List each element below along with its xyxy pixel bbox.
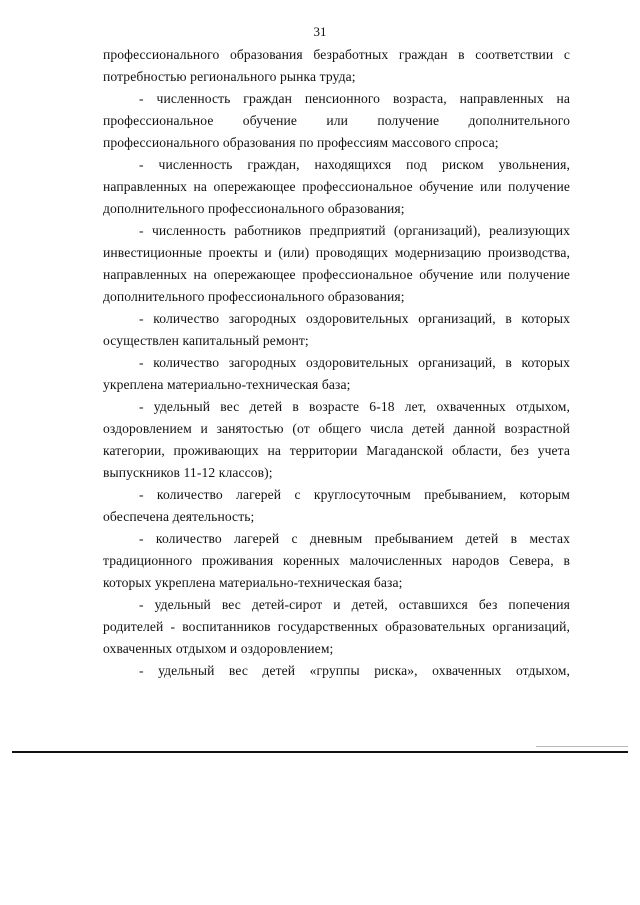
list-item-camps-material-base: - количество загородных оздоровительных организаций, в которых укреплена материально-техническая база; [103,355,570,392]
list-item-enterprise-employees: - численность работников предприятий (организаций), реализующих инвестиционные проекты и (или) проводящих модернизацию производства, направленных на опережающее профессиональное обучение или получение дополнительного профессионального образования; [103,223,570,304]
document-body [103,44,570,682]
list-item-pension-age-citizens: - численность граждан пенсионного возраста, направленных на профессиональное обучение или получение дополнительного профессионального образования по профессиям массового спроса; [103,91,570,150]
list-item-camps-capital-repair: - количество загородных оздоровительных организаций, в которых осуществлен капитальный ремонт; [103,311,570,348]
list-item-citizens-at-risk-of-dismissal: - численность граждан, находящихся под риском увольнения, направленных на опережающее профессиональное обучение или получение дополнительного профессионального образования; [103,157,570,216]
list-item-round-the-clock-camps: - количество лагерей с круглосуточным пребыванием, которым обеспечена деятельность; [103,487,570,524]
list-item-children-6-18-share: - удельный вес детей в возрасте 6-18 лет, охваченных отдыхом, оздоровлением и занятостью (от общего числа детей данной возрастной категории, проживающих на территории Магаданской области, без учета выпускников 11-12 классов); [103,399,570,480]
list-item-day-camps-north: - количество лагерей с дневным пребыванием детей в местах традиционного проживания коренных малочисленных народов Севера, в которых укреплена материально-техническая база; [103,531,570,590]
paragraph-continuation: профессионального образования безработных граждан в соответствии с потребностью регионального рынка труда; [103,47,570,84]
page-number: 31 [313,24,327,39]
footer-rule-shadow [536,746,628,747]
footer-divider [12,751,628,753]
list-item-orphans-share: - удельный вес детей-сирот и детей, оставшихся без попечения родителей - воспитанников государственных образовательных организаций, охваченных отдыхом и оздоровлением; [103,597,570,656]
list-item-risk-group-children: - удельный вес детей «группы риска», охваченных отдыхом, [139,663,570,678]
